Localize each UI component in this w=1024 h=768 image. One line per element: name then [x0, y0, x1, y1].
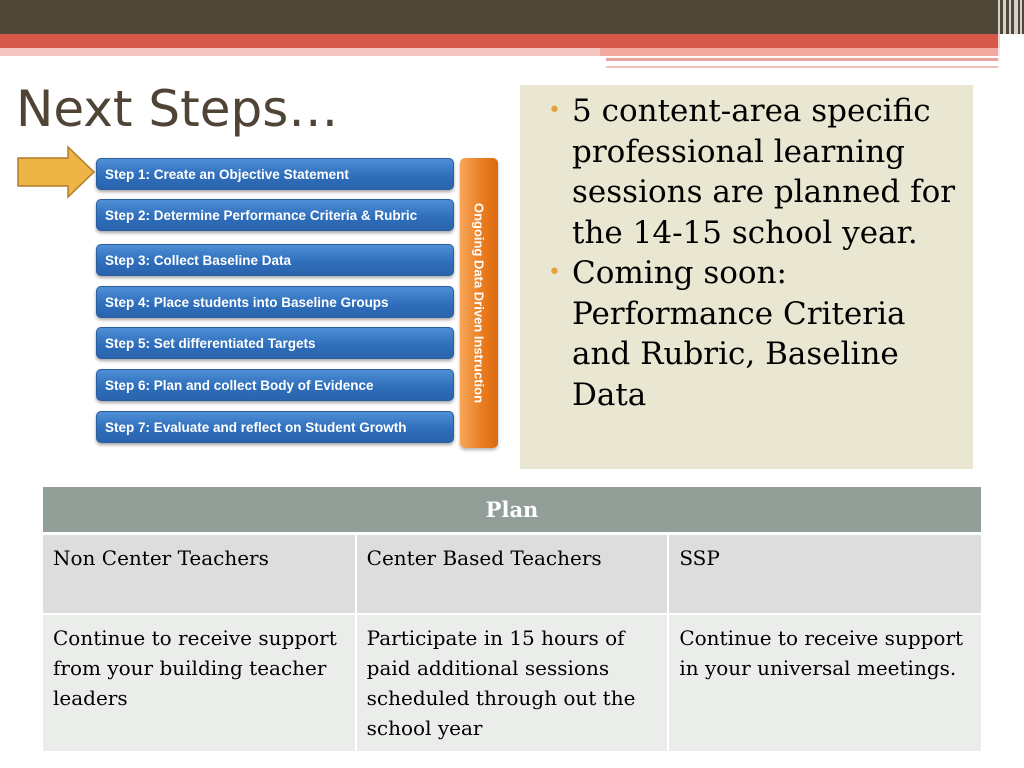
bullet-panel [520, 85, 973, 469]
bullet-list [548, 91, 959, 415]
header-stripes [994, 0, 1024, 70]
right-arrow-icon [16, 145, 96, 199]
column-header-non-center: Non Center Teachers [43, 534, 356, 615]
header-band-dark [0, 0, 1024, 34]
step-7: Step 7: Evaluate and reflect on Student Growth [96, 411, 454, 443]
bullet-dot-icon: • [548, 260, 561, 285]
table-row [43, 614, 981, 752]
page-title: Next Steps… [16, 80, 339, 138]
ongoing-instruction-bar [460, 158, 498, 448]
bullet-text: 5 content-area specific professional learning sessions are planned for the 14-15 school year. [572, 93, 956, 251]
header-accent-line [606, 58, 1000, 61]
header-accent-line [606, 66, 1000, 68]
step-2: Step 2: Determine Performance Criteria & Rubric [96, 199, 454, 231]
header-band-pink [0, 48, 1000, 56]
step-6: Step 6: Plan and collect Body of Evidence [96, 369, 454, 401]
step-4: Step 4: Place students into Baseline Groups [96, 286, 454, 318]
step-3: Step 3: Collect Baseline Data [96, 244, 454, 276]
table-header: Plan [43, 487, 981, 534]
bullet-text: Coming soon: Performance Criteria and Rubric, Baseline Data [572, 255, 906, 413]
header-band-red [0, 34, 1000, 48]
table-cell: Continue to receive support from your building teacher leaders [43, 614, 356, 752]
table-cell: Continue to receive support in your universal meetings. [668, 614, 981, 752]
bullet-dot-icon: • [548, 98, 561, 123]
column-header-ssp: SSP [668, 534, 981, 615]
ongoing-instruction-label: Ongoing Data Driven Instruction [471, 202, 487, 404]
table-row [43, 534, 981, 615]
step-1: Step 1: Create an Objective Statement [96, 158, 454, 190]
table-cell: Participate in 15 hours of paid additional sessions scheduled through out the school year [356, 614, 669, 752]
plan-table [43, 487, 981, 753]
column-header-center-based: Center Based Teachers [356, 534, 669, 615]
step-5: Step 5: Set differentiated Targets [96, 327, 454, 359]
bullet-item [548, 253, 959, 415]
bullet-item [548, 91, 959, 253]
